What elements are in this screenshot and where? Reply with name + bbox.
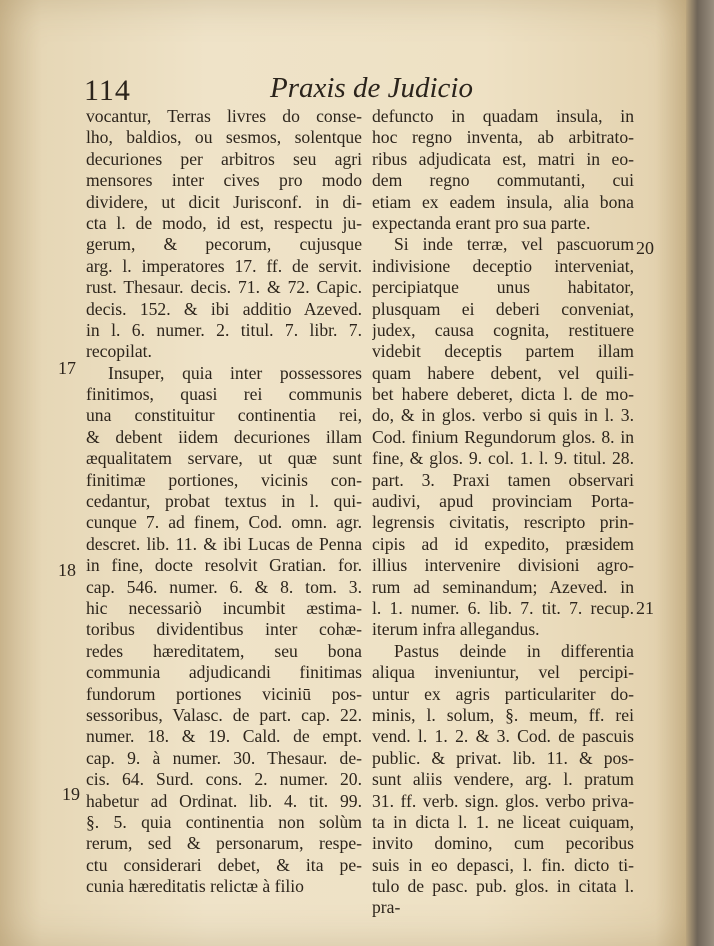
- text-line: Pastus deinde in differentia: [394, 640, 634, 661]
- margin-number-19: 19: [62, 784, 80, 804]
- text-line: judex, causa cognita, restituere: [372, 319, 634, 340]
- text-line: gerum, & pecorum, cujusque: [86, 234, 362, 255]
- text-line: in l. 6. numer. 2. titul. 7. libr. 7.: [86, 319, 362, 340]
- text-line: invito domino, cum pecoribus: [372, 833, 634, 854]
- left-text-column: [86, 106, 362, 897]
- text-line: æqualitatem servare, ut quæ sunt: [86, 448, 362, 469]
- text-line: suis in eo depasci, l. fin. dicto ti-: [372, 854, 634, 875]
- text-line: rum ad seminandum; Azeved. in: [372, 576, 634, 597]
- text-line: plusquam ei deberi conveniat,: [372, 298, 634, 319]
- text-line: cunque 7. ad finem, Cod. omn. agr.: [86, 512, 362, 533]
- text-line: rust. Thesaur. decis. 71. & 72. Capic.: [86, 277, 362, 298]
- text-line: tulo de pasc. pub. glos. in citata l.: [372, 876, 634, 897]
- text-line: audivi, apud provinciam Porta-: [372, 491, 634, 512]
- text-line: ctu considerari debet, & ita pe-: [86, 854, 362, 875]
- text-line: finitimos, quasi rei communis: [86, 384, 362, 405]
- text-line: habetur ad Ordinat. lib. 4. tit. 99.: [86, 790, 362, 811]
- text-line: lho, baldios, ou sesmos, solentque: [86, 127, 362, 148]
- margin-number-17: 17: [58, 358, 76, 378]
- text-line: pra-: [372, 897, 401, 918]
- running-title: Praxis de Judicio: [270, 72, 473, 104]
- text-line: fine, & glos. 9. col. 1. l. 9. titul. 28.: [372, 448, 634, 469]
- text-line: una constituitur continentia rei,: [86, 405, 362, 426]
- text-line: ta in dicta l. 1. ne liceat cuiquam,: [372, 811, 634, 832]
- text-line: part. 3. Praxi tamen observari: [372, 469, 634, 490]
- margin-number-20: 20: [636, 238, 654, 258]
- text-line: do, & in glos. verbo si quis in l. 3.: [372, 405, 634, 426]
- text-line: hoc regno inventa, ab arbitrato-: [372, 127, 634, 148]
- text-line: decis. 152. & ibi additio Azeved.: [86, 298, 362, 319]
- text-line: & debent iidem decuriones illam: [86, 426, 362, 447]
- text-line: fundorum portiones viciniū pos-: [86, 683, 362, 704]
- text-line: communia adjudicandi finitimas: [86, 662, 362, 683]
- text-line: legrensis civitatis, rescripto prin-: [372, 512, 634, 533]
- page-number: 114: [84, 74, 131, 107]
- text-line: illius intervenire divisioni agro-: [372, 555, 634, 576]
- text-line: Cod. finium Regundorum glos. 8. in: [372, 426, 634, 447]
- text-line: in fine, docte resolvit Gratian. for.: [86, 555, 362, 576]
- text-line: numer. 18. & 19. Cald. de empt.: [86, 726, 362, 747]
- text-line: Insuper, quia inter possessores: [108, 362, 362, 383]
- text-line: quam habere debent, vel quili-: [372, 362, 634, 383]
- text-line: finitimæ portiones, vicinis con-: [86, 469, 362, 490]
- text-line: descret. lib. 11. & ibi Lucas de Penna: [86, 533, 362, 554]
- text-line: cta l. de modo, id est, respectu ju-: [86, 212, 362, 233]
- text-line: aliqua inveniuntur, vel percipi-: [372, 662, 634, 683]
- text-line: hic necessariò incumbit æstima-: [86, 597, 362, 618]
- text-line: cedantur, probat textus in l. qui-: [86, 491, 362, 512]
- text-line: §. 5. quia continentia non solùm: [86, 811, 362, 832]
- text-line: videbit deceptis partem illam: [372, 341, 634, 362]
- text-line: cap. 9. à numer. 30. Thesaur. de-: [86, 747, 362, 768]
- text-line: decuriones per arbitros seu agri: [86, 148, 362, 169]
- margin-number-21: 21: [636, 598, 654, 618]
- text-line: cis. 64. Surd. cons. 2. numer. 20.: [86, 769, 362, 790]
- text-line: sessoribus, Valasc. de part. cap. 22.: [86, 704, 362, 725]
- text-line: vend. l. 1. 2. & 3. Cod. de pascuis: [372, 726, 634, 747]
- text-line: mensores inter cives pro modo: [86, 170, 362, 191]
- text-line: redes hæreditatem, seu bona: [86, 640, 362, 661]
- text-line: sunt aliis vendere, arg. l. pratum: [372, 769, 634, 790]
- text-line: toribus dividentibus inter cohæ-: [86, 619, 362, 640]
- text-line: cunia hæreditatis relictæ à filio: [86, 876, 304, 897]
- text-line: percipiatque unus habitator,: [372, 277, 634, 298]
- text-line: iterum infra allegandus.: [372, 619, 540, 640]
- text-line: indivisione deceptio interveniat,: [372, 255, 634, 276]
- text-line: arg. l. imperatores 17. ff. de servit.: [86, 255, 362, 276]
- text-line: rerum, sed & personarum, respe-: [86, 833, 362, 854]
- text-line: dividere, ut dicit Jurisconf. in di-: [86, 191, 362, 212]
- margin-number-18: 18: [58, 560, 76, 580]
- right-text-column: [372, 106, 634, 919]
- text-line: bet habere deberet, dicta l. de mo-: [372, 384, 634, 405]
- text-line: dem regno commutanti, cui: [372, 170, 634, 191]
- text-line: cap. 546. numer. 6. & 8. tom. 3.: [86, 576, 362, 597]
- text-line: cipis ad id expedito, præsidem: [372, 533, 634, 554]
- book-gutter: [686, 0, 714, 946]
- text-line: Si inde terræ, vel pascuorum: [394, 234, 634, 255]
- text-line: ribus adjudicata est, matri in eo-: [372, 148, 634, 169]
- text-line: recopilat.: [86, 341, 152, 362]
- text-line: etiam ex eadem insula, alia bona: [372, 191, 634, 212]
- text-line: 31. ff. verb. sign. glos. verbo priva-: [372, 790, 634, 811]
- text-line: vocantur, Terras livres do conse-: [86, 106, 362, 126]
- text-line: l. 1. numer. 6. lib. 7. tit. 7. recup.: [372, 597, 634, 618]
- text-line: expectanda erant pro sua parte.: [372, 212, 591, 233]
- text-line: public. & privat. lib. 11. & pos-: [372, 747, 634, 768]
- text-line: untur ex agris particulariter do-: [372, 683, 634, 704]
- text-line: defuncto in quadam insula, in: [372, 106, 634, 126]
- text-line: minis, l. solum, §. meum, ff. rei: [372, 704, 634, 725]
